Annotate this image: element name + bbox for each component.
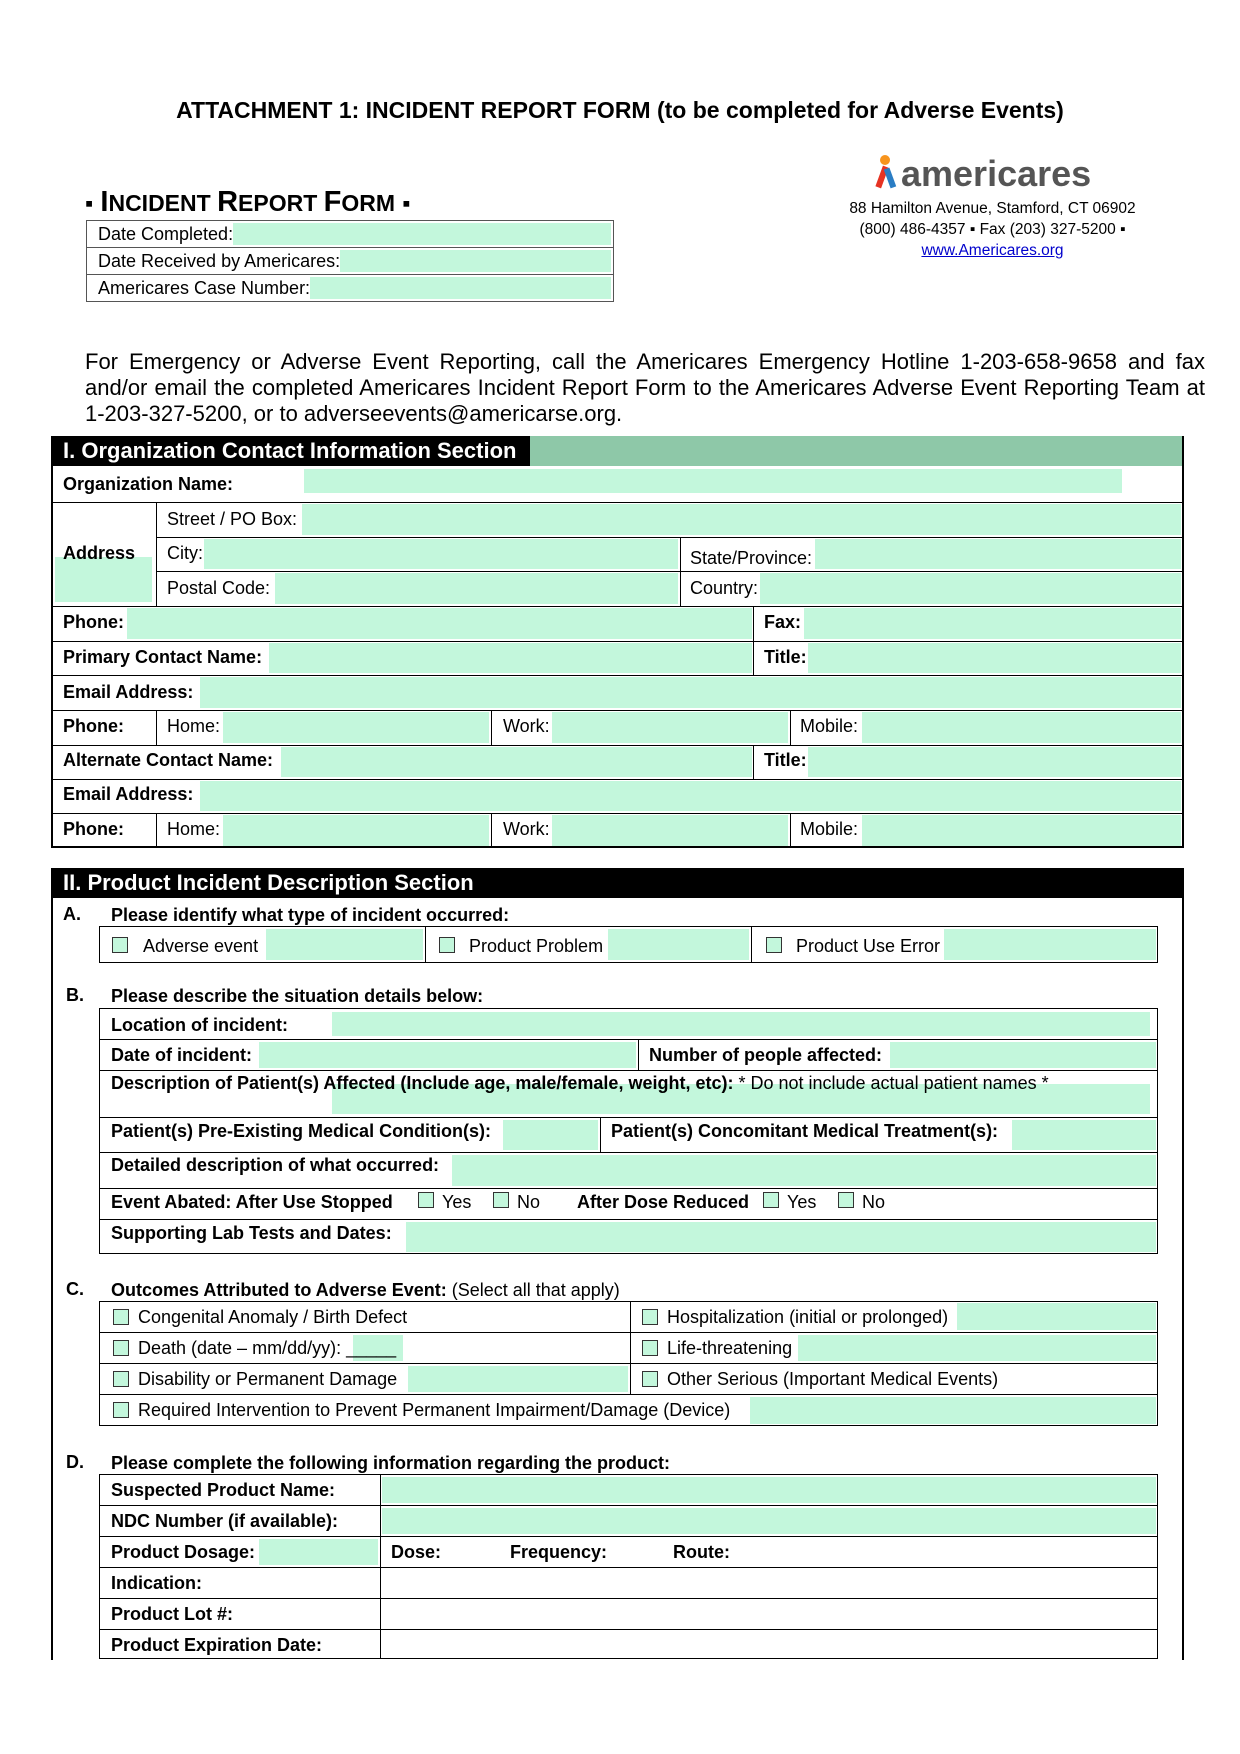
- phone-field[interactable]: [127, 608, 752, 639]
- required-intervention-checkbox[interactable]: [113, 1402, 129, 1418]
- alternate-title-label: Title:: [764, 750, 807, 770]
- contact-phone-label: Phone:: [63, 716, 124, 736]
- dose-reduced-no-label: No: [862, 1192, 886, 1212]
- dose-label: Dose:: [391, 1542, 442, 1562]
- product-use-error-fill[interactable]: [944, 929, 1156, 960]
- people-affected-field[interactable]: [890, 1042, 1156, 1068]
- dose-reduced-label: After Dose Reduced: [577, 1192, 750, 1212]
- product-name-field[interactable]: [382, 1477, 1156, 1503]
- other-serious-label: Other Serious (Important Medical Events): [667, 1369, 999, 1389]
- abated-stopped-no-label: No: [517, 1192, 541, 1212]
- hospitalization-label: Hospitalization (initial or prolonged): [667, 1307, 949, 1327]
- case-number-row: Americares Case Number:: [87, 275, 613, 301]
- section-2-title: II. Product Incident Description Section: [51, 868, 1184, 898]
- alt-email-label: Email Address:: [63, 784, 194, 804]
- disability-fill[interactable]: [408, 1366, 628, 1392]
- alt-mobile-label: Mobile:: [800, 819, 859, 839]
- disability-label: Disability or Permanent Damage: [138, 1369, 398, 1389]
- meta-box: [86, 220, 614, 302]
- section-a-letter: A.: [63, 904, 81, 924]
- section-b-letter: B.: [66, 985, 84, 1005]
- ndc-label: NDC Number (if available):: [111, 1511, 339, 1531]
- hospitalization-checkbox[interactable]: [642, 1309, 658, 1325]
- alt-mobile-phone-field[interactable]: [862, 815, 1181, 846]
- section-d-question: Please complete the following information regarding the product:: [111, 1453, 671, 1473]
- product-problem-label: Product Problem: [469, 936, 604, 956]
- hospitalization-fill[interactable]: [957, 1303, 1156, 1330]
- location-label: Location of incident:: [111, 1015, 288, 1035]
- email-label: Email Address:: [63, 682, 194, 702]
- expiration-label: Product Expiration Date:: [111, 1635, 323, 1655]
- adverse-event-checkbox[interactable]: [112, 937, 128, 953]
- section-1-title: I. Organization Contact Information Section: [51, 436, 530, 466]
- required-intervention-label: Required Intervention to Prevent Permanent Impairment/Damage (Device): [138, 1400, 731, 1420]
- concomitant-field[interactable]: [1012, 1120, 1156, 1150]
- org-street: 88 Hamilton Avenue, Stamford, CT 06902: [849, 200, 1136, 217]
- address-label: Address: [63, 543, 136, 563]
- event-abated-label: Event Abated: After Use Stopped: [111, 1192, 393, 1212]
- postal-code-label: Postal Code:: [167, 578, 271, 598]
- abated-stopped-no-checkbox[interactable]: [493, 1192, 509, 1208]
- alt-home-label: Home:: [167, 819, 221, 839]
- preexisting-label: Patient(s) Pre-Existing Medical Condition(s):: [111, 1121, 492, 1141]
- adverse-event-fill[interactable]: [266, 929, 423, 960]
- work-label: Work:: [503, 716, 550, 736]
- postal-code-field[interactable]: [275, 573, 678, 604]
- alternate-title-field[interactable]: [808, 747, 1181, 777]
- primary-title-field[interactable]: [808, 643, 1181, 673]
- home-phone-field[interactable]: [223, 712, 489, 743]
- org-address: [810, 198, 1175, 261]
- dose-reduced-no-checkbox[interactable]: [838, 1192, 854, 1208]
- home-label: Home:: [167, 716, 221, 736]
- primary-contact-field[interactable]: [269, 643, 752, 673]
- section-c-letter: C.: [66, 1279, 84, 1299]
- section-2-left-border: [51, 868, 53, 1660]
- product-use-error-checkbox[interactable]: [766, 937, 782, 953]
- alt-home-phone-field[interactable]: [223, 815, 489, 846]
- mobile-phone-field[interactable]: [862, 712, 1181, 743]
- americares-logo: [873, 152, 1113, 198]
- section-d-letter: D.: [66, 1452, 84, 1472]
- patient-description-label: Description of Patient(s) Affected (Include age, male/female, weight, etc): * Do not include actual patient names *: [111, 1073, 1049, 1093]
- city-label: City:: [167, 543, 203, 563]
- death-checkbox[interactable]: [113, 1340, 129, 1356]
- life-threatening-checkbox[interactable]: [642, 1340, 658, 1356]
- section-c-question: Outcomes Attributed to Adverse Event: (Select all that apply): [111, 1280, 620, 1300]
- section-a-question: Please identify what type of incident occurred:: [111, 905, 510, 925]
- form-heading: ▪ INCIDENT REPORT FORM ▪: [85, 186, 411, 218]
- email-field[interactable]: [200, 677, 1181, 708]
- street-label: Street / PO Box:: [167, 509, 298, 529]
- congenital-anomaly-label: Congenital Anomaly / Birth Defect: [138, 1307, 408, 1327]
- org-website-link[interactable]: www.Americares.org: [921, 242, 1064, 259]
- intro-paragraph: For Emergency or Adverse Event Reporting, call the Americares Emergency Hotline 1-203-658-9658 and fax and/or email the completed Americares Incident Report Form to the Americares Adverse Event Reporting Team at 1-203-327-5200, or to adverseevents@americarse.org.: [85, 349, 1205, 426]
- product-name-label: Suspected Product Name:: [111, 1480, 336, 1500]
- detailed-description-label: Detailed description of what occurred:: [111, 1155, 440, 1175]
- lab-tests-field[interactable]: [406, 1222, 1156, 1252]
- disability-checkbox[interactable]: [113, 1371, 129, 1387]
- congenital-anomaly-checkbox[interactable]: [113, 1309, 129, 1325]
- date-completed-field[interactable]: [233, 223, 611, 245]
- date-received-field[interactable]: [340, 250, 611, 272]
- section-2-right-border: [1182, 868, 1184, 1660]
- alt-work-label: Work:: [503, 819, 550, 839]
- primary-contact-label: Primary Contact Name:: [63, 647, 263, 667]
- alt-email-field[interactable]: [200, 781, 1181, 811]
- section-b-question: Please describe the situation details below:: [111, 986, 484, 1006]
- fax-field[interactable]: [804, 608, 1181, 639]
- org-phone-fax: (800) 486-4357 ▪ Fax (203) 327-5200 ▪: [859, 221, 1126, 238]
- date-of-incident-field[interactable]: [259, 1042, 636, 1068]
- lot-label: Product Lot #:: [111, 1604, 233, 1624]
- alt-work-phone-field[interactable]: [552, 815, 788, 846]
- dose-reduced-yes-checkbox[interactable]: [763, 1192, 779, 1208]
- death-label: Death (date – mm/dd/yy): _____: [138, 1338, 397, 1358]
- case-number-field[interactable]: [310, 277, 611, 299]
- location-field[interactable]: [332, 1012, 1150, 1036]
- life-threatening-fill[interactable]: [798, 1335, 1156, 1361]
- alternate-contact-field[interactable]: [281, 747, 752, 777]
- state-label: State/Province:: [690, 548, 813, 568]
- product-use-error-label: Product Use Error: [796, 936, 941, 956]
- fax-label: Fax:: [764, 612, 802, 632]
- date-of-incident-label: Date of incident:: [111, 1045, 253, 1065]
- adverse-event-label: Adverse event: [143, 936, 259, 956]
- section-1-bar-fill: [530, 436, 1182, 466]
- phone-label: Phone:: [63, 612, 124, 632]
- dose-reduced-yes-label: Yes: [787, 1192, 817, 1212]
- primary-title-label: Title:: [764, 647, 807, 667]
- detailed-description-field[interactable]: [452, 1155, 1156, 1186]
- lab-tests-label: Supporting Lab Tests and Dates:: [111, 1223, 392, 1243]
- work-phone-field[interactable]: [552, 712, 788, 743]
- frequency-label: Frequency:: [510, 1542, 608, 1562]
- street-field[interactable]: [302, 504, 1181, 535]
- country-field[interactable]: [760, 573, 1181, 604]
- mobile-label: Mobile:: [800, 716, 859, 736]
- concomitant-label: Patient(s) Concomitant Medical Treatment(s):: [611, 1121, 999, 1141]
- life-threatening-label: Life-threatening: [667, 1338, 793, 1358]
- product-problem-checkbox[interactable]: [439, 937, 455, 953]
- state-field[interactable]: [815, 539, 1181, 569]
- abated-stopped-yes-checkbox[interactable]: [418, 1192, 434, 1208]
- alternate-contact-label: Alternate Contact Name:: [63, 750, 274, 770]
- logo-wordmark: americares: [901, 153, 1092, 194]
- date-completed-row: Date Completed:: [87, 221, 613, 248]
- ndc-field[interactable]: [382, 1508, 1156, 1534]
- country-label: Country:: [690, 578, 759, 598]
- other-serious-checkbox[interactable]: [642, 1371, 658, 1387]
- abated-stopped-yes-label: Yes: [442, 1192, 472, 1212]
- document-title: ATTACHMENT 1: INCIDENT REPORT FORM (to be completed for Adverse Events): [176, 97, 1064, 123]
- people-affected-label: Number of people affected:: [649, 1045, 883, 1065]
- organization-name-field[interactable]: [304, 469, 1122, 493]
- preexisting-field[interactable]: [503, 1120, 598, 1150]
- date-received-row: Date Received by Americares:: [87, 248, 613, 275]
- dosage-label: Product Dosage:: [111, 1542, 256, 1562]
- required-intervention-fill[interactable]: [750, 1397, 1156, 1424]
- product-problem-fill[interactable]: [608, 929, 749, 960]
- alt-phone-label: Phone:: [63, 819, 124, 839]
- city-field[interactable]: [204, 539, 678, 569]
- route-label: Route:: [673, 1542, 730, 1562]
- indication-label: Indication:: [111, 1573, 202, 1593]
- organization-name-label: Organization Name:: [63, 474, 234, 494]
- dosage-field[interactable]: [259, 1539, 378, 1565]
